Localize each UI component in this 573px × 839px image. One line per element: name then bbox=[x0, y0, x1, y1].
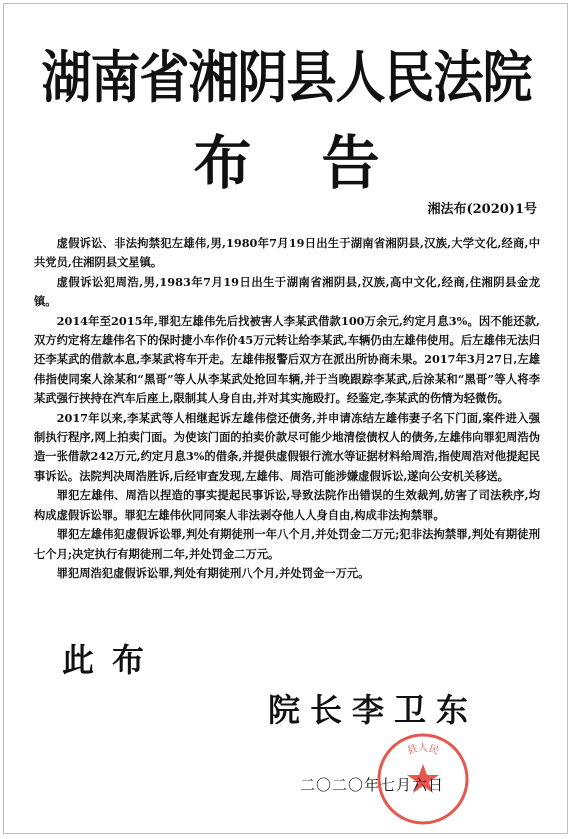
paragraph-defendant-1: 虚假诉讼、非法拘禁犯左雄伟,男,1980年7月19日出生于湖南省湘阴县,汉族,大学文化,经商,中共党员,住湘阴县文星镇。 bbox=[34, 236, 540, 270]
paragraph-facts-false-litigation: 2017年以来,李某武等人相继起诉左雄伟偿还债务,并申请冻结左雄伟妻子名下门面,案件进入强制执行程序,网上拍卖门面。为使该门面的拍卖价款尽可能少地清偿债权人的债务,左雄伟向罪犯周浩伪造一张借款242万元,约定月息3%的借条,并提供虚假银行流水等证据材料给周浩,指使周浩对他提起民事诉讼。法院判决周浩胜诉,后经审查发现,左雄伟、周浩可能涉嫌虚假诉讼,遂向公安机关移送。 bbox=[34, 410, 540, 483]
paragraph-findings: 罪犯左雄伟、周浩以捏造的事实提起民事诉讼,导致法院作出错误的生效裁判,妨害了司法秩序,均构成虚假诉讼罪。罪犯左雄伟伙同同案人非法剥夺他人人身自由,构成非法拘禁罪。 bbox=[34, 488, 540, 522]
notice-body bbox=[34, 234, 540, 583]
issue-date: 二〇二〇年七月六日 bbox=[300, 776, 445, 794]
closing-phrase: 此布 bbox=[62, 641, 163, 679]
president-signature: 院长李卫东 bbox=[268, 691, 479, 729]
document-number: 湘法布(2020)1号 bbox=[427, 202, 537, 217]
paragraph-defendant-2: 虚假诉讼犯周浩,男,1983年7月19日出生于湖南省湘阴县,汉族,高中文化,经商,住湘阴县金龙镇。 bbox=[34, 274, 540, 309]
svg-text:县人民 bbox=[406, 741, 441, 757]
paragraph-facts-detention: 2014年至2015年,罪犯左雄伟先后找被害人李某武借款100万余元,约定月息3%。因不能还款,双方约定将左雄伟名下的保时捷小车作价45万元转让给李某武,车辆仍由左雄伟使用。后左雄伟无法归还李某武的借款本息,李某武将车开走。左雄伟报警后双方在派出所协商未果。2017年3月27日,左雄伟指使同案人涂某和“黑哥”等人从李某武处抢回车辆,并于当晚跟踪李某武,后涂某和“黑哥”等人将李某武强行挟持在汽车后座上,限制其人身自由,并对其实施殴打。经鉴定,李某武的伤情为轻微伤。 bbox=[34, 313, 540, 406]
seal-text: 县人民 bbox=[405, 743, 441, 758]
court-title: 湖南省湘阴县人民法院 bbox=[41, 45, 532, 111]
notice-title: 布告 bbox=[193, 129, 450, 197]
paragraph-sentence-2: 罪犯周浩犯虚假诉讼罪,判处有期徒刑八个月,并处罚金一万元。 bbox=[56, 565, 370, 580]
paragraph-sentence-1: 罪犯左雄伟犯虚假诉讼罪,判处有期徒刑一年八个月,并处罚金二万元;犯非法拘禁罪,判处有期徒刑七个月;决定执行有期徒刑二年,并处罚金二万元。 bbox=[34, 527, 540, 561]
